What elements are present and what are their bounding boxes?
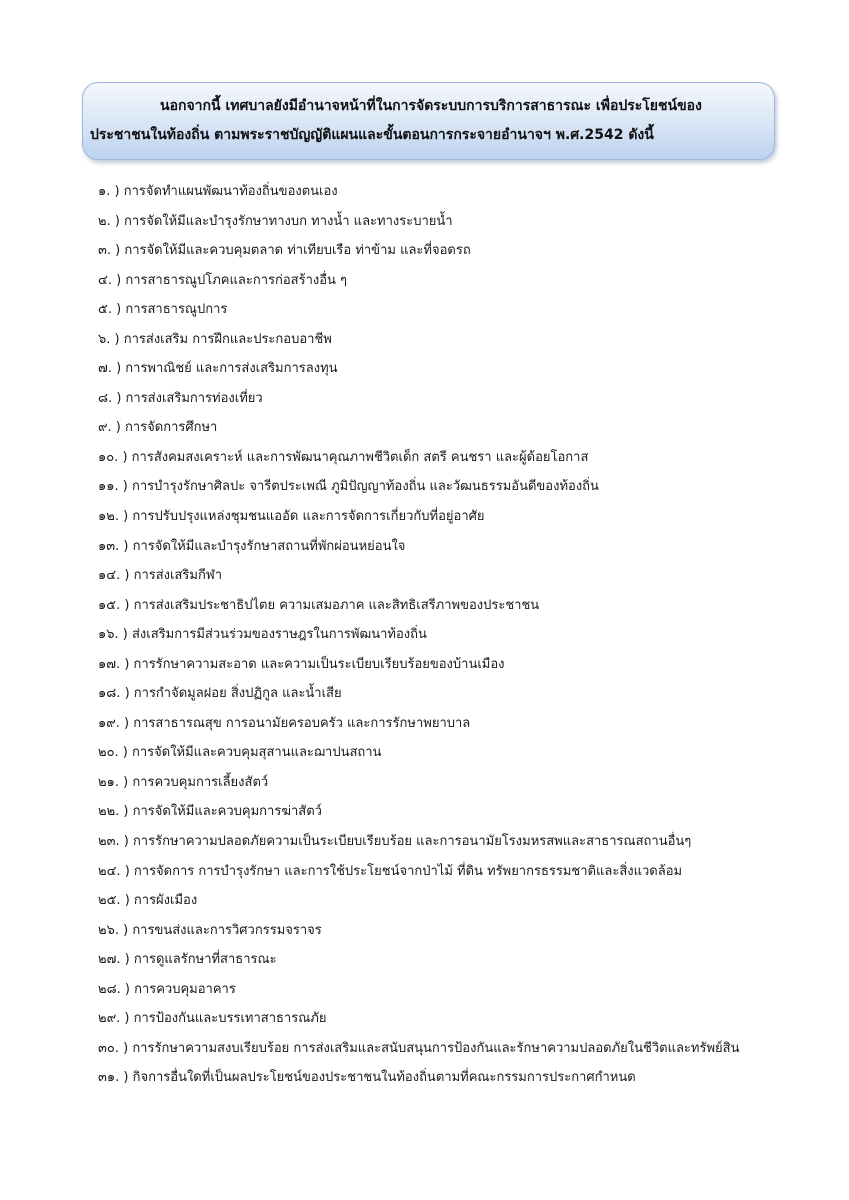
item-number: ๑๔. [98, 568, 121, 584]
item-number: ๑๓. [98, 538, 120, 554]
list-item [98, 650, 778, 680]
list-item [98, 620, 778, 650]
item-text: ) ส่งเสริมการมีส่วนร่วมของราษฎรในการพัฒนาท้องถิ่น [122, 627, 427, 643]
list-item [98, 384, 778, 414]
item-text: ) กิจการอื่นใดที่เป็นผลประโยชน์ของประชาชนในท้องถิ่นตามที่คณะกรรมการประกาศกำหนด [123, 1070, 636, 1086]
item-number: ๔. [98, 272, 112, 288]
item-number: ๓๐. [98, 1040, 119, 1056]
duties-list [98, 177, 778, 1093]
item-number: ๙. [98, 420, 112, 436]
item-number: ๘. [98, 390, 113, 406]
item-number: ๑๗. [98, 656, 121, 672]
item-text: ) การส่งเสริมการท่องเที่ยว [116, 390, 263, 406]
item-text: ) การสาธารณสุข การอนามัยครอบครัว และการรักษาพยาบาล [124, 715, 471, 731]
item-text: ) การจัดทำแผนพัฒนาท้องถิ่นของตนเอง [114, 184, 338, 199]
item-number: ๒๖. [98, 922, 119, 938]
item-text: ) การรักษาความสงบเรียบร้อย การส่งเสริมและสนับสนุนการป้องกันและรักษาความปลอดภัยในชีวิตและทรัพย์สิน [123, 1040, 740, 1056]
list-item [98, 679, 778, 709]
item-text: ) การควบคุมอาคาร [124, 981, 236, 997]
item-number: ๖. [98, 331, 111, 347]
item-text: ) การส่งเสริม การฝึกและประกอบอาชีพ [114, 331, 332, 347]
intro-line-2: ประชาชนในท้องถิ่น ตามพระราชบัญญัติแผนและขั้นตอนการกระจายอำนาจฯ พ.ศ.2542 ดังนี้ [90, 127, 654, 143]
list-item [98, 827, 778, 857]
item-number: ๒๕. [98, 893, 121, 909]
item-text: ) การสังคมสงเคราะห์ และการพัฒนาคุณภาพชีวิตเด็ก สตรี คนชรา และผู้ด้อยโอกาส [122, 449, 589, 465]
item-number: ๑๘. [98, 686, 121, 702]
item-text: ) การสาธารณูปการ [116, 302, 228, 318]
item-text: ) การกำจัดมูลฝอย สิ่งปฏิกูล และน้ำเสีย [124, 686, 342, 702]
list-item [98, 1063, 778, 1093]
item-number: ๒๑. [98, 774, 119, 790]
item-number: ๕. [98, 302, 112, 318]
list-item [98, 738, 778, 768]
item-text: ) การรักษาความสะอาด และความเป็นระเบียบเรียบร้อยของบ้านเมือง [124, 656, 505, 672]
item-text: ) การส่งเสริมกีฬา [124, 568, 223, 584]
item-text: ) การบำรุงรักษาศิลปะ จารีตประเพณี ภูมิปัญญาท้องถิ่น และวัฒนธรรมอันดีของท้องถิ่น [122, 479, 599, 495]
item-text: ) การส่งเสริมประชาธิปไตย ความเสมอภาค และสิทธิเสรีภาพของประชาชน [124, 597, 540, 613]
item-number: ๓๑. [98, 1070, 120, 1086]
item-text: ) การจัดให้มีและบำรุงรักษาทางบก ทางน้ำ และทางระบายน้ำ [114, 213, 453, 229]
item-text: ) การจัดให้มีและบำรุงรักษาสถานที่พักผ่อนหย่อนใจ [123, 538, 406, 554]
item-text: ) การจัดให้มีและควบคุมสุสานและฌาปนสถาน [122, 745, 382, 761]
list-item [98, 916, 778, 946]
item-text: ) การจัดให้มีและควบคุมการฆ่าสัตว์ [123, 804, 322, 820]
item-text: ) การขนส่งและการวิศวกรรมจราจร [123, 922, 322, 938]
list-item [98, 709, 778, 739]
item-number: ๒๗. [98, 952, 121, 968]
item-text: ) การจัดให้มีและควบคุมตลาด ท่าเทียบเรือ ท่าข้าม และที่จอดรถ [115, 243, 471, 259]
intro-text [90, 92, 770, 150]
list-item [98, 591, 778, 621]
list-item [98, 768, 778, 798]
list-item [98, 177, 778, 207]
list-item [98, 1004, 778, 1034]
item-number: ๑๒. [98, 509, 119, 525]
list-item [98, 502, 778, 532]
item-number: ๑๖. [98, 627, 119, 643]
item-text: ) การจัดการ การบำรุงรักษา และการใช้ประโยชน์จากป่าไม้ ที่ดิน ทรัพยากรธรรมชาติและสิ่งแวดล้อม [124, 863, 683, 879]
list-item [98, 472, 778, 502]
list-item [98, 413, 778, 443]
item-number: ๓. [98, 243, 112, 259]
item-text: ) การป้องกันและบรรเทาสาธารณภัย [124, 1011, 327, 1027]
list-item [98, 295, 778, 325]
item-number: ๒๓. [98, 834, 120, 850]
item-number: ๑. [98, 184, 111, 199]
item-number: ๑๐. [98, 449, 119, 465]
list-item [98, 561, 778, 591]
item-text: ) การรักษาความปลอดภัยความเป็นระเบียบเรียบร้อย และการอนามัยโรงมหรสพและสาธารณสถานอื่นๆ [123, 834, 692, 850]
item-text: ) การดูแลรักษาที่สาธารณะ [124, 952, 277, 968]
item-number: ๒๔. [98, 863, 121, 879]
list-item [98, 857, 778, 887]
list-item [98, 975, 778, 1005]
list-item [98, 325, 778, 355]
item-number: ๒๙. [98, 1011, 121, 1027]
list-item [98, 945, 778, 975]
item-text: ) การควบคุมการเลี้ยงสัตว์ [123, 774, 269, 790]
item-number: ๑๕. [98, 597, 121, 613]
list-item [98, 266, 778, 296]
item-text: ) การสาธารณูปโภคและการก่อสร้างอื่น ๆ [116, 272, 348, 288]
item-number: ๗. [98, 361, 112, 377]
list-item [98, 1034, 758, 1064]
list-item [98, 207, 778, 237]
item-number: ๑๑. [98, 479, 119, 495]
item-number: ๒๘. [98, 981, 121, 997]
intro-line-1: นอกจากนี้ เทศบาลยังมีอำนาจหน้าที่ในการจัดระบบการบริการสาธารณะ เพื่อประโยชน์ของ [160, 98, 702, 114]
item-number: ๒๐. [98, 745, 119, 761]
item-number: ๑๙. [98, 715, 120, 731]
item-text: ) การปรับปรุงแหล่งชุมชนแออัด และการจัดการเกี่ยวกับที่อยู่อาศัย [123, 509, 485, 525]
item-number: ๒. [98, 213, 111, 229]
item-text: ) การจัดการศึกษา [115, 420, 218, 436]
item-number: ๒๒. [98, 804, 120, 820]
list-item [98, 797, 778, 827]
item-text: ) การผังเมือง [124, 893, 198, 909]
item-text: ) การพาณิชย์ และการส่งเสริมการลงทุน [116, 361, 338, 377]
list-item [98, 236, 778, 266]
list-item [98, 886, 778, 916]
list-item [98, 443, 778, 473]
list-item [98, 354, 778, 384]
list-item [98, 532, 778, 562]
